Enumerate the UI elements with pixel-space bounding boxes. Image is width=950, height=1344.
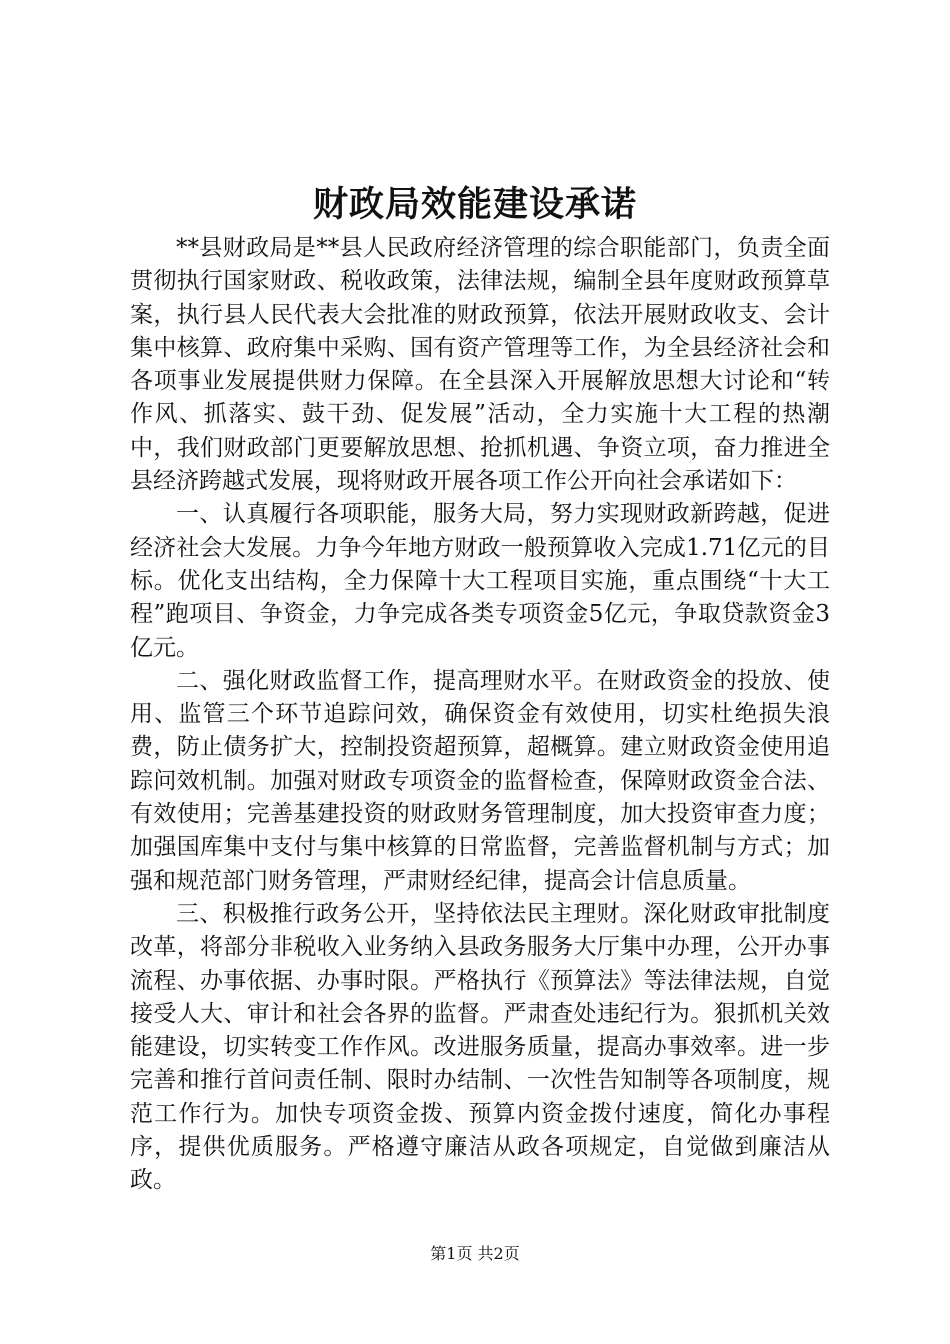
paragraph-intro: **县财政局是**县人民政府经济管理的综合职能部门，负责全面贯彻执行国家财政、税收政策，法律法规，编制全县年度财政预算草案，执行县人民代表大会批准的财政预算，依法开展财政收支、会计集中核算、政府集中采购、国有资产管理等工作，为全县经济社会和各项事业发展提供财力保障。在全县深入开展解放思想大讨论和“转作风、抓落实、鼓干劲、促发展”活动，全力实施十大工程的热潮中，我们财政部门更要解放思想、抢抓机遇、争资立项，奋力推进全县经济跨越式发展，现将财政开展各项工作公开向社会承诺如下： <box>130 235 830 495</box>
paragraph-commitment-2: 二、强化财政监督工作，提高理财水平。在财政资金的投放、使用、监管三个环节追踪问效，确保资金有效使用，切实杜绝损失浪费，防止债务扩大，控制投资超预算，超概算。建立财政资金使用追踪问效机制。加强对财政专项资金的监督检查，保障财政资金合法、有效使用；完善基建投资的财政财务管理制度，加大投资审查力度；加强国库集中支付与集中核算的日常监督，完善监督机制与方式；加强和规范部门财务管理，严肃财经纪律，提高会计信息质量。 <box>130 667 830 894</box>
paragraph-commitment-1: 一、认真履行各项职能，服务大局，努力实现财政新跨越，促进经济社会大发展。力争今年地方财政一般预算收入完成1.71亿元的目标。优化支出结构，全力保障十大工程项目实施，重点围绕“十大工程”跑项目、争资金，力争完成各类专项资金5亿元，争取贷款资金3亿元。 <box>130 501 830 661</box>
paragraph-commitment-3: 三、积极推行政务公开，坚持依法民主理财。深化财政审批制度改革，将部分非税收入业务纳入县政务服务大厅集中办理，公开办事流程、办事依据、办事时限。严格执行《预算法》等法律法规，自觉接受人大、审计和社会各界的监督。严肃查处违纪行为。狠抓机关效能建设，切实转变工作作风。改进服务质量，提高办事效率。进一步完善和推行首问责任制、限时办结制、一次性告知制等各项制度，规范工作行为。加快专项资金拨、预算内资金拨付速度，简化办事程序，提供优质服务。严格遵守廉洁从政各项规定，自觉做到廉洁从政。 <box>130 900 830 1194</box>
document-body <box>130 232 830 1198</box>
page-footer: 第1页 共2页 <box>430 1244 520 1263</box>
document-title: 财政局效能建设承诺 <box>312 184 637 225</box>
